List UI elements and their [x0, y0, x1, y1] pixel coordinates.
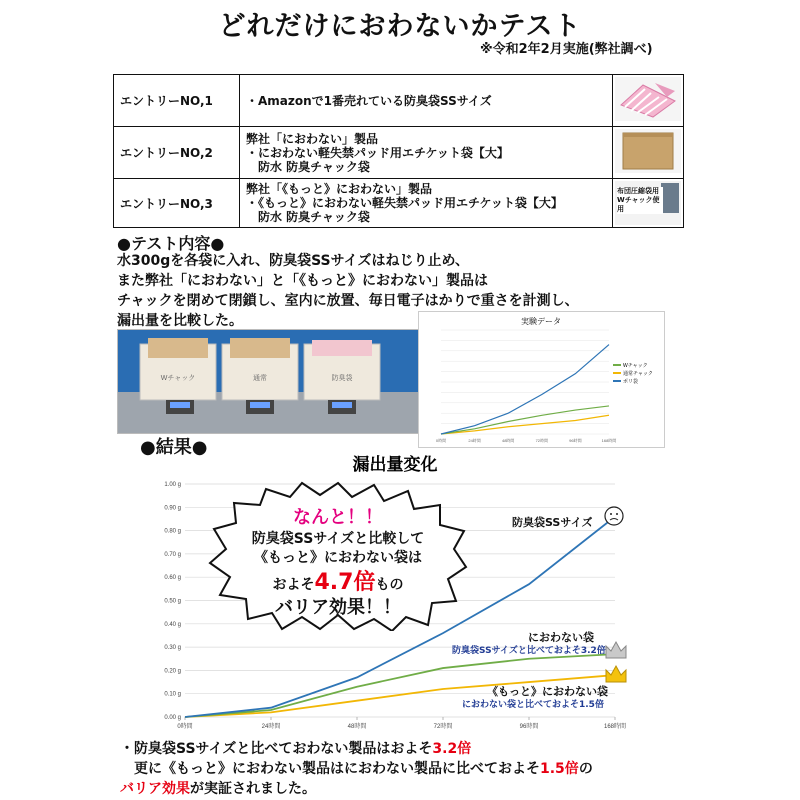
- page-subtitle: ※令和2年2月実施(弊社調べ): [480, 42, 653, 57]
- y-tick-label: 0.70 g: [164, 551, 181, 558]
- conclusion-text: 更に《もっと》におわない製品はにおわない製品に比べておよそ: [120, 761, 540, 777]
- entry-label: エントリーNO,1: [114, 75, 240, 127]
- callout-bubble: [208, 481, 468, 631]
- test-line: 水300gを各袋に入れ、防臭袋SSサイズはねじり止め、: [117, 253, 469, 269]
- entry-row-1: [114, 75, 684, 127]
- y-tick-label: 0.90 g: [164, 505, 181, 512]
- test-line: チャックを閉めて閉鎖し、室内に放置、毎日電子はかりで重さを計測し、: [117, 293, 579, 309]
- small-chart-svg: [419, 312, 664, 447]
- series-line: [441, 406, 609, 434]
- x-tick-label: 72時間: [535, 438, 549, 443]
- y-tick-label: 0.10 g: [164, 691, 181, 698]
- y-tick-label: 0.80 g: [164, 528, 181, 535]
- conclusion-highlight: バリア効果: [120, 781, 190, 797]
- entry-row-3: [114, 179, 684, 228]
- callout-line: [208, 565, 468, 596]
- silver-crown-icon: [604, 640, 628, 660]
- entry-label: エントリーNO,3: [114, 179, 240, 228]
- test-photo-illustration: [118, 330, 418, 433]
- test-heading: ●テスト内容●: [117, 234, 225, 253]
- image-caption: 布団圧縮袋用Wチャック使用: [617, 187, 663, 214]
- legend-swatch: [613, 380, 621, 382]
- y-tick-label: 0.50 g: [164, 598, 181, 605]
- y-tick-label: 0.00 g: [164, 715, 181, 721]
- conclusion-text: ・防臭袋SSサイズと比べておわない製品はおよそ: [120, 741, 433, 757]
- kraft-bag-image: [615, 129, 681, 173]
- x-tick-label: 96時間: [519, 724, 539, 730]
- zip-bag-image: [615, 181, 681, 225]
- conclusion-line: [120, 759, 593, 779]
- x-tick-label: 24時間: [261, 724, 281, 730]
- conclusion-highlight: 1.5倍: [540, 761, 579, 777]
- photo-label: 防臭袋: [331, 375, 353, 382]
- conclusion-highlight: 3.2倍: [432, 741, 472, 757]
- entry-row-2: [114, 127, 684, 179]
- callout-line: 《もっと》におわない袋は: [254, 550, 422, 566]
- entry-line: 弊社「におわない」製品: [246, 131, 379, 146]
- gold-crown-icon: [604, 664, 628, 684]
- sweat-face-icon: [603, 505, 625, 527]
- x-tick-label: 0時間: [177, 724, 193, 730]
- small-chart-title: 実験データ: [521, 317, 561, 326]
- x-tick-label: 24時間: [468, 438, 481, 443]
- callout-text: もの: [375, 577, 404, 593]
- entry-description: [240, 127, 613, 179]
- legend-label: 通常チャック: [623, 371, 653, 377]
- conclusion-text: が実証されました。: [190, 781, 316, 797]
- x-tick-label: 168時間: [601, 438, 617, 443]
- series-annotation: 《もっと》におわない袋: [487, 685, 608, 698]
- entry-description: [240, 179, 613, 228]
- photo-label: 通常: [253, 375, 267, 382]
- callout-highlight: 4.7倍: [314, 570, 376, 595]
- main-chart-title: 漏出量変化: [352, 455, 438, 474]
- entry-line: ・Amazonで1番売れている防臭袋SSサイズ: [246, 93, 492, 108]
- callout-line: なんと！！: [293, 507, 383, 528]
- entry-image-cell: [613, 75, 684, 127]
- legend-label: ポリ袋: [623, 379, 639, 385]
- x-tick-label: 72時間: [433, 724, 453, 730]
- series-annotation: におわない袋: [528, 631, 594, 644]
- entry-line: ・におわない軽失禁パッド用エチケット袋【大】: [246, 145, 509, 160]
- pink-bag-image: [615, 77, 681, 121]
- legend-swatch: [613, 372, 621, 374]
- legend-swatch: [613, 364, 621, 366]
- entry-line: 防水 防臭チャック袋: [246, 210, 370, 224]
- entry-description: [240, 75, 613, 127]
- entry-label: エントリーNO,2: [114, 127, 240, 179]
- page-title: どれだけにおわないかテスト: [218, 11, 582, 42]
- entry-line: 防水 防臭チャック袋: [246, 159, 370, 174]
- conclusion-text: の: [578, 761, 593, 777]
- test-photo: [117, 329, 419, 434]
- entry-image-cell: [613, 179, 684, 228]
- test-line: また弊社「におわない」と「《もっと》におわない」製品は: [117, 273, 488, 289]
- entries-table: [113, 74, 684, 228]
- x-tick-label: 96時間: [569, 438, 582, 443]
- entry-image-cell: [613, 127, 684, 179]
- callout-text: およそ: [272, 577, 315, 593]
- small-chart: [418, 311, 665, 448]
- entry-line: ・《もっと》におわない軽失禁パッド用エチケット袋【大】: [246, 196, 563, 210]
- conclusion-line: [120, 739, 593, 759]
- conclusion-line: [120, 779, 593, 799]
- series-note: 防臭袋SSサイズと比べておよそ3.2倍: [452, 646, 606, 656]
- y-tick-label: 0.20 g: [164, 668, 181, 675]
- y-tick-label: 0.40 g: [164, 621, 181, 628]
- result-heading: ●結果●: [140, 437, 208, 458]
- callout-line: バリア効果！！: [275, 597, 401, 618]
- series-annotation: 防臭袋SSサイズ: [512, 516, 593, 529]
- x-tick-label: 48時間: [347, 724, 367, 730]
- y-tick-label: 0.60 g: [164, 575, 181, 582]
- photo-label: Wチャック: [160, 375, 196, 382]
- test-line: 漏出量を比較した。: [117, 313, 243, 329]
- y-tick-label: 0.30 g: [164, 645, 181, 652]
- callout-line: 防臭袋SSサイズと比較して: [251, 531, 425, 547]
- x-tick-label: 168時間: [603, 724, 627, 730]
- series-note: におわない袋と比べておよそ1.5倍: [462, 700, 604, 710]
- x-tick-label: 48時間: [501, 438, 515, 443]
- conclusion: [120, 739, 593, 799]
- x-tick-label: 0時間: [435, 438, 447, 443]
- legend-label: Wチャック: [623, 363, 648, 369]
- series-line: [441, 345, 609, 434]
- entry-line: 弊社「《もっと》におわない」製品: [246, 182, 433, 196]
- y-tick-label: 1.00 g: [164, 482, 181, 488]
